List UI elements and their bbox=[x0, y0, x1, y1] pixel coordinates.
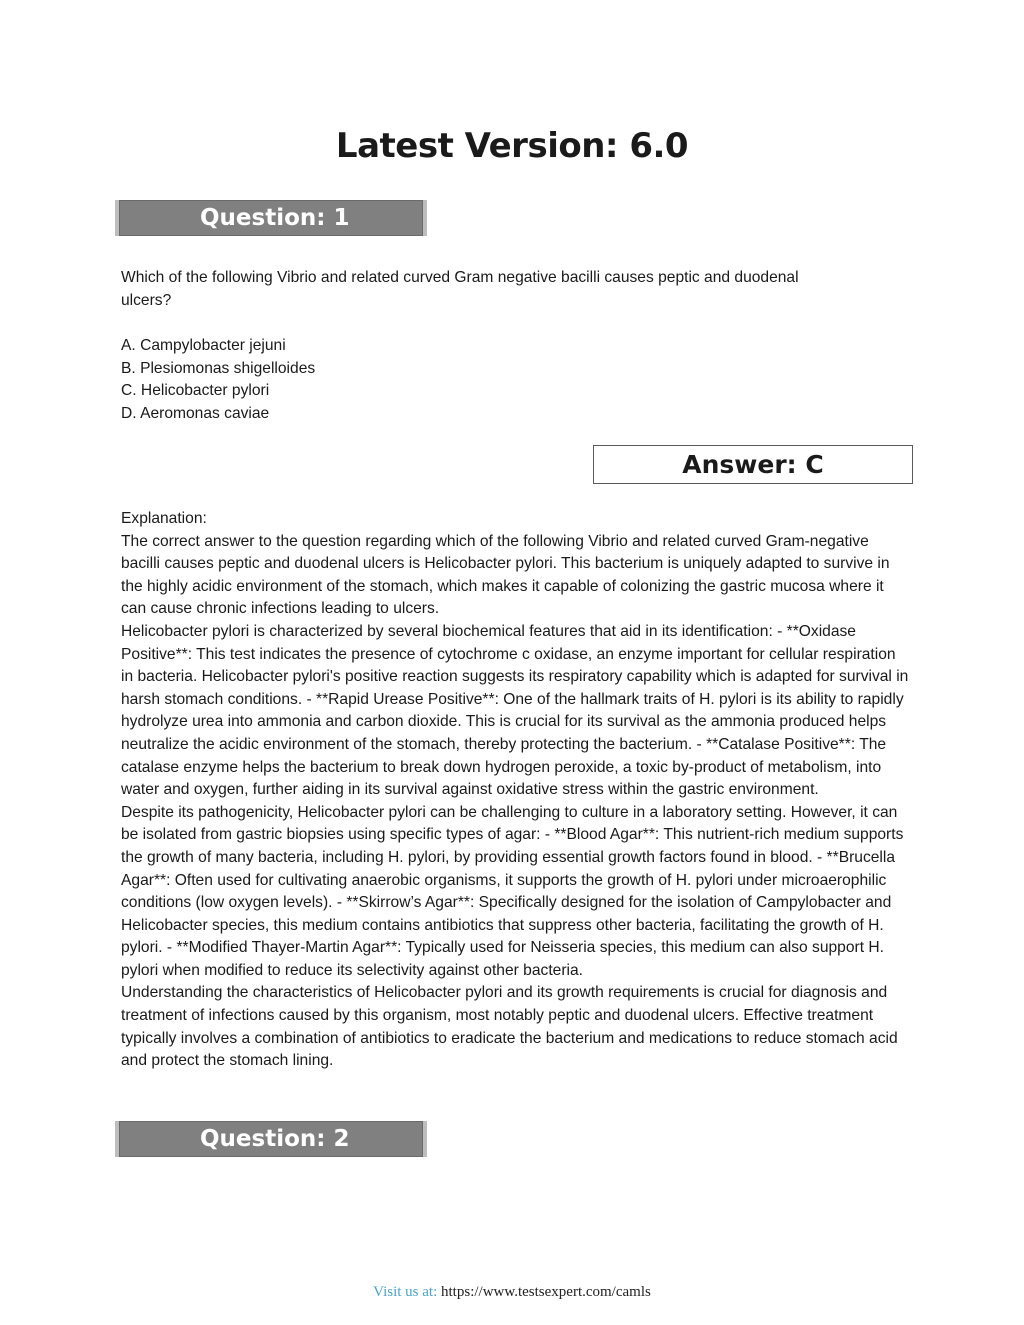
question-1-banner bbox=[115, 200, 427, 236]
question-1-label: Question: 1 bbox=[200, 205, 350, 231]
explanation-label: Explanation: bbox=[121, 510, 207, 527]
option-c: C. Helicobacter pylori bbox=[121, 382, 270, 400]
footer-label: Visit us at: bbox=[373, 1284, 438, 1300]
page-title: Latest Version: 6.0 bbox=[335, 126, 689, 166]
question-stem-line: ulcers? bbox=[121, 291, 172, 309]
explanation-paragraph: Helicobacter pylori is characterized by several biochemical features that aid in its identification: - **Oxidase Positive**: This test indicates the presence of cytochrome c oxidase, an enzyme important for cellular respiration in bacteria. Helicobacter pylori's positive reaction suggests its respiratory capability which is adapted for survival in harsh stomach conditions. - **Rapid Urease Positive**: One of the hallmark traits of H. pylori is its ability to rapidly hydrolyze urea into ammonia and carbon dioxide. This is crucial for its survival as the ammonia produced helps neutralize the acidic environment of the stomach, thereby protecting the bacterium. - **Catalase Positive**: The catalase enzyme helps the bacterium to break down hydrogen peroxide, a toxic by-product of metabolism, into water and oxygen, further aiding in its survival against oxidative stress within the gastric environment. bbox=[121, 622, 909, 799]
option-d: D. Aeromonas caviae bbox=[121, 404, 270, 422]
answer-box: Answer: C bbox=[593, 445, 913, 484]
option-a: A. Campylobacter jejuni bbox=[121, 337, 286, 354]
footer-url-link[interactable]: https://www.testsexpert.com/camls bbox=[441, 1284, 651, 1300]
question-1-stem bbox=[121, 267, 911, 312]
question-stem-line: Which of the following Vibrio and related curved Gram negative bacilli causes peptic and duodenal bbox=[121, 269, 799, 286]
explanation-paragraph: Understanding the characteristics of Helicobacter pylori and its growth requirements is crucial for diagnosis and treatment of infections caused by this organism, most notably peptic and duodenal ulcers. Effective treatment typically involves a combination of antibiotics to eradicate the bacterium and medications to reduce stomach acid and protect the stomach lining. bbox=[121, 984, 898, 1070]
footer bbox=[0, 1284, 1024, 1301]
question-2-label: Question: 2 bbox=[200, 1126, 350, 1152]
option-b: B. Plesiomonas shigelloides bbox=[121, 359, 316, 377]
explanation bbox=[121, 508, 911, 1073]
explanation-paragraph: The correct answer to the question regarding which of the following Vibrio and related curved Gram-negative bacilli causes peptic and duodenal ulcers is Helicobacter pylori. This bacterium is uniquely adapted to survive in the highly acidic environment of the stomach, which makes it capable of colonizing the gastric mucosa where it can cause chronic infections leading to ulcers. bbox=[121, 532, 890, 618]
explanation-paragraph: Despite its pathogenicity, Helicobacter pylori can be challenging to culture in a laboratory setting. However, it can be isolated from gastric biopsies using specific types of agar: - **Blood Agar**: This nutrient-rich medium supports the growth of many bacteria, including H. pylori, by providing essential growth factors found in blood. - **Brucella Agar**: Often used for cultivating anaerobic organisms, it supports the growth of H. pylori under microaerophilic conditions (low oxygen levels). - **Skirrow’s Agar**: Specifically designed for the isolation of Campylobacter and Helicobacter species, this medium contains antibiotics that suppress other bacteria, facilitating the growth of H. pylori. - **Modified Thayer-Martin Agar**: Typically used for Neisseria species, this medium can also support H. pylori when modified to reduce its selectivity against other bacteria. bbox=[121, 803, 904, 979]
question-2-banner bbox=[115, 1121, 427, 1157]
question-1-options bbox=[121, 335, 911, 425]
